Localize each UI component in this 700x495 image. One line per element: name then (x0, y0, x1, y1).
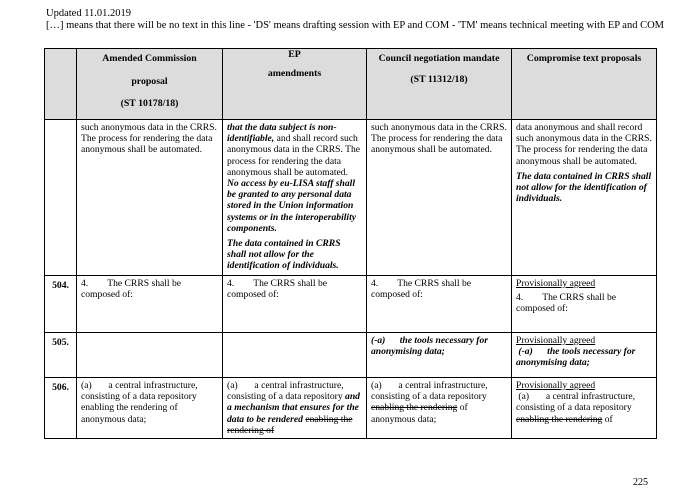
status-label: Provisionally agreed (516, 380, 596, 391)
status-label: Provisionally agreed (516, 335, 596, 346)
council-cell: (-a) the tools necessary for anonymising data; (367, 333, 512, 378)
ep-header: EP amendments (223, 49, 367, 120)
ep-cell: 4. The CRRS shall be composed of: (223, 276, 367, 333)
compromise-cell: data anonymous and shall record such anonymous data in the CRRS. The process for rendering the data anonymous shall be automated. The data contained in CRRS shall not allow for the identification of individuals. (512, 120, 657, 276)
compromise-cell: Provisionally agreed (a) a central infrastructure, consisting of a data repository enabling the rendering of (512, 378, 657, 439)
table-row (45, 378, 657, 439)
commission-header: Amended Commission proposal (ST 10178/18) (77, 49, 223, 120)
council-cell: such anonymous data in the CRRS. The process for rendering the data anonymous shall be automated. (367, 120, 512, 276)
council-cell: (a) a central infrastructure, consisting of a data repository enabling the rendering of anonymous data; (367, 378, 512, 439)
row-number: 506. (45, 378, 77, 439)
ep-cell: (a) a central infrastructure, consisting of a data repository and a mechanism that ensures for the data to be rendered enabling the rendering of (223, 378, 367, 439)
commission-cell (77, 333, 223, 378)
ep-cell (223, 333, 367, 378)
table-row (45, 120, 657, 276)
legend-note: […] means that there will be no text in this line - 'DS' means drafting session with EP and COM - 'TM' means technical meeting with EP and COM (46, 20, 665, 31)
status-label: Provisionally agreed (516, 278, 596, 289)
page-number: 225 (633, 477, 648, 488)
council-cell: 4. The CRRS shall be composed of: (367, 276, 512, 333)
compromise-header: Compromise text proposals (512, 49, 657, 120)
row-number: 504. (45, 276, 77, 333)
commission-cell: such anonymous data in the CRRS. The process for rendering the data anonymous shall be automated. (77, 120, 223, 276)
updated-date: Updated 11.01.2019 (46, 8, 132, 19)
compromise-cell: Provisionally agreed 4. The CRRS shall be composed of: (512, 276, 657, 333)
commission-cell: 4. The CRRS shall be composed of: (77, 276, 223, 333)
table-row (45, 333, 657, 378)
compromise-cell: Provisionally agreed (-a) the tools necessary for anonymising data; (512, 333, 657, 378)
ep-cell: that the data subject is non-identifiable, and shall record such anonymous data in the CRRS. The process for rendering the data anonymous shall be automated. No access by eu-LISA staff shall be granted to any personal data stored in the Union information systems or in the interoperability components. The data contained in CRRS shall not allow for the identification of individuals. (223, 120, 367, 276)
commission-cell: (a) a central infrastructure, consisting of a data repository enabling the rendering of anonymous data; (77, 378, 223, 439)
page-header (46, 8, 664, 32)
table-header-row (45, 49, 657, 120)
number-header (45, 49, 77, 120)
row-number: 505. (45, 333, 77, 378)
council-header: Council negotiation mandate (ST 11312/18) (367, 49, 512, 120)
four-column-table (44, 48, 657, 439)
table-row (45, 276, 657, 333)
